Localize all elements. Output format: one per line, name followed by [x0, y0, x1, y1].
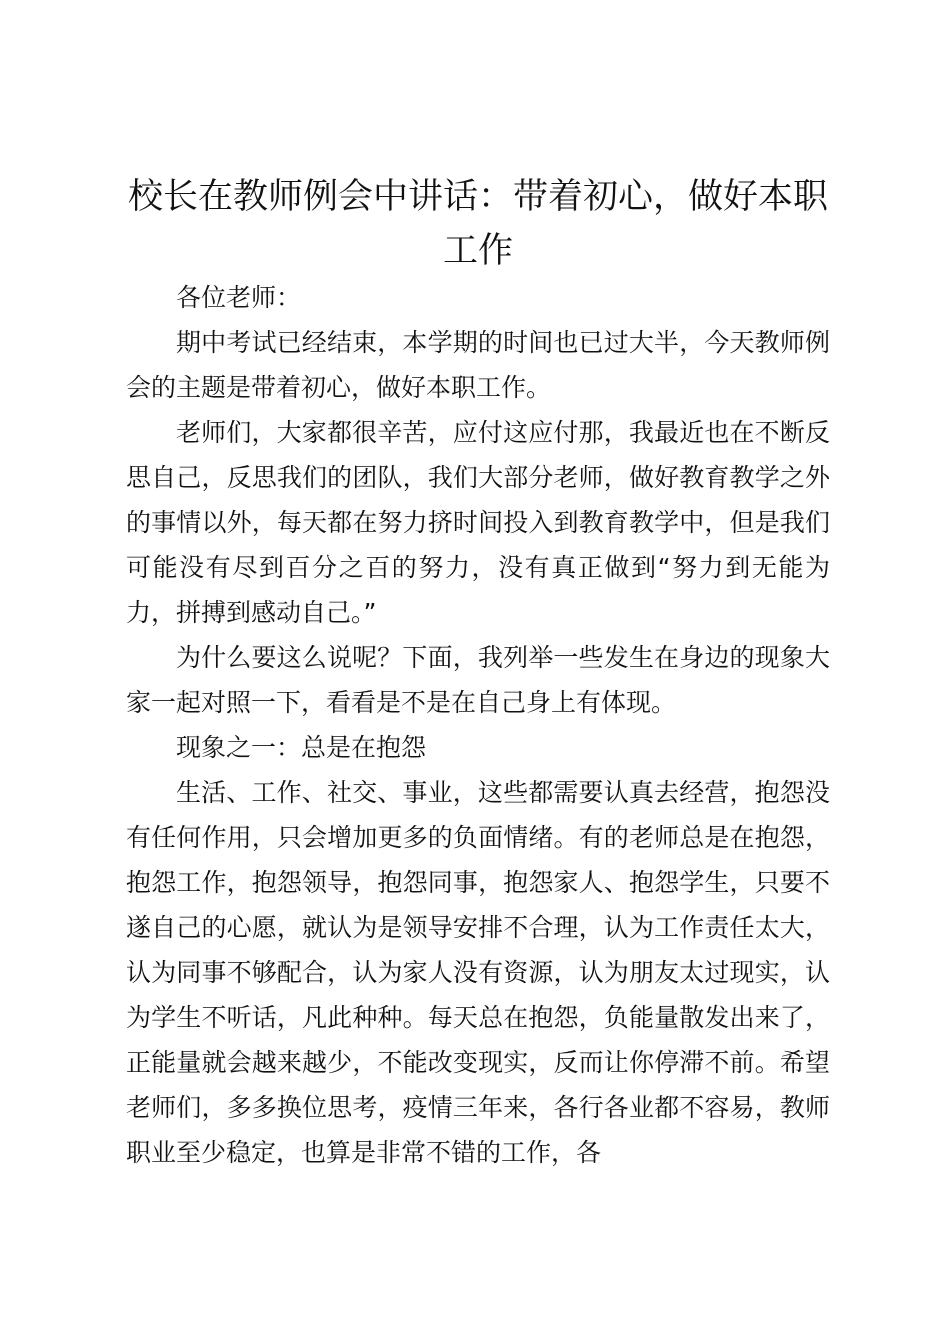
document-body [126, 275, 830, 1175]
paragraph-reflection: 老师们，大家都很辛苦，应付这应付那，我最近也在不断反思自己，反思我们的团队，我们大部分老师，做好教育教学之外的事情以外，每天都在努力挤时间投入到教育教学中，但是我们可能没有尽到百分之百的努力，没有真正做到“努力到无能为力，拼搏到感动自己。” [126, 418, 830, 627]
paragraph-question: 为什么要这么说呢？下面，我列举一些发生在身边的现象大家一起对照一下，看看是不是在自己身上有体现。 [126, 643, 830, 717]
section-heading-phenomenon-one: 现象之一：总是在抱怨 [176, 733, 427, 762]
paragraph-complaining: 生活、工作、社交、事业，这些都需要认真去经营，抱怨没有任何作用，只会增加更多的负面情绪。有的老师总是在抱怨，抱怨工作，抱怨领导，抱怨同事，抱怨家人、抱怨学生，只要不遂自己的心愿，就认为是领导安排不合理，认为工作责任太大，认为同事不够配合，认为家人没有资源，认为朋友太过现实，认为学生不听话，凡此种种。每天总在抱怨，负能量散发出来了，正能量就会越来越少，不能改变现实，反而让你停滞不前。希望老师们，多多换位思考，疫情三年来，各行各业都不容易，教师职业至少稳定，也算是非常不错的工作，各 [126, 778, 830, 1167]
paragraph-intro: 期中考试已经结束，本学期的时间也已过大半，今天教师例会的主题是带着初心，做好本职工作。 [126, 328, 830, 402]
document-title: 校长在教师例会中讲话：带着初心，做好本职工作 [127, 177, 828, 271]
paragraph-salutation: 各位老师： [176, 283, 302, 312]
